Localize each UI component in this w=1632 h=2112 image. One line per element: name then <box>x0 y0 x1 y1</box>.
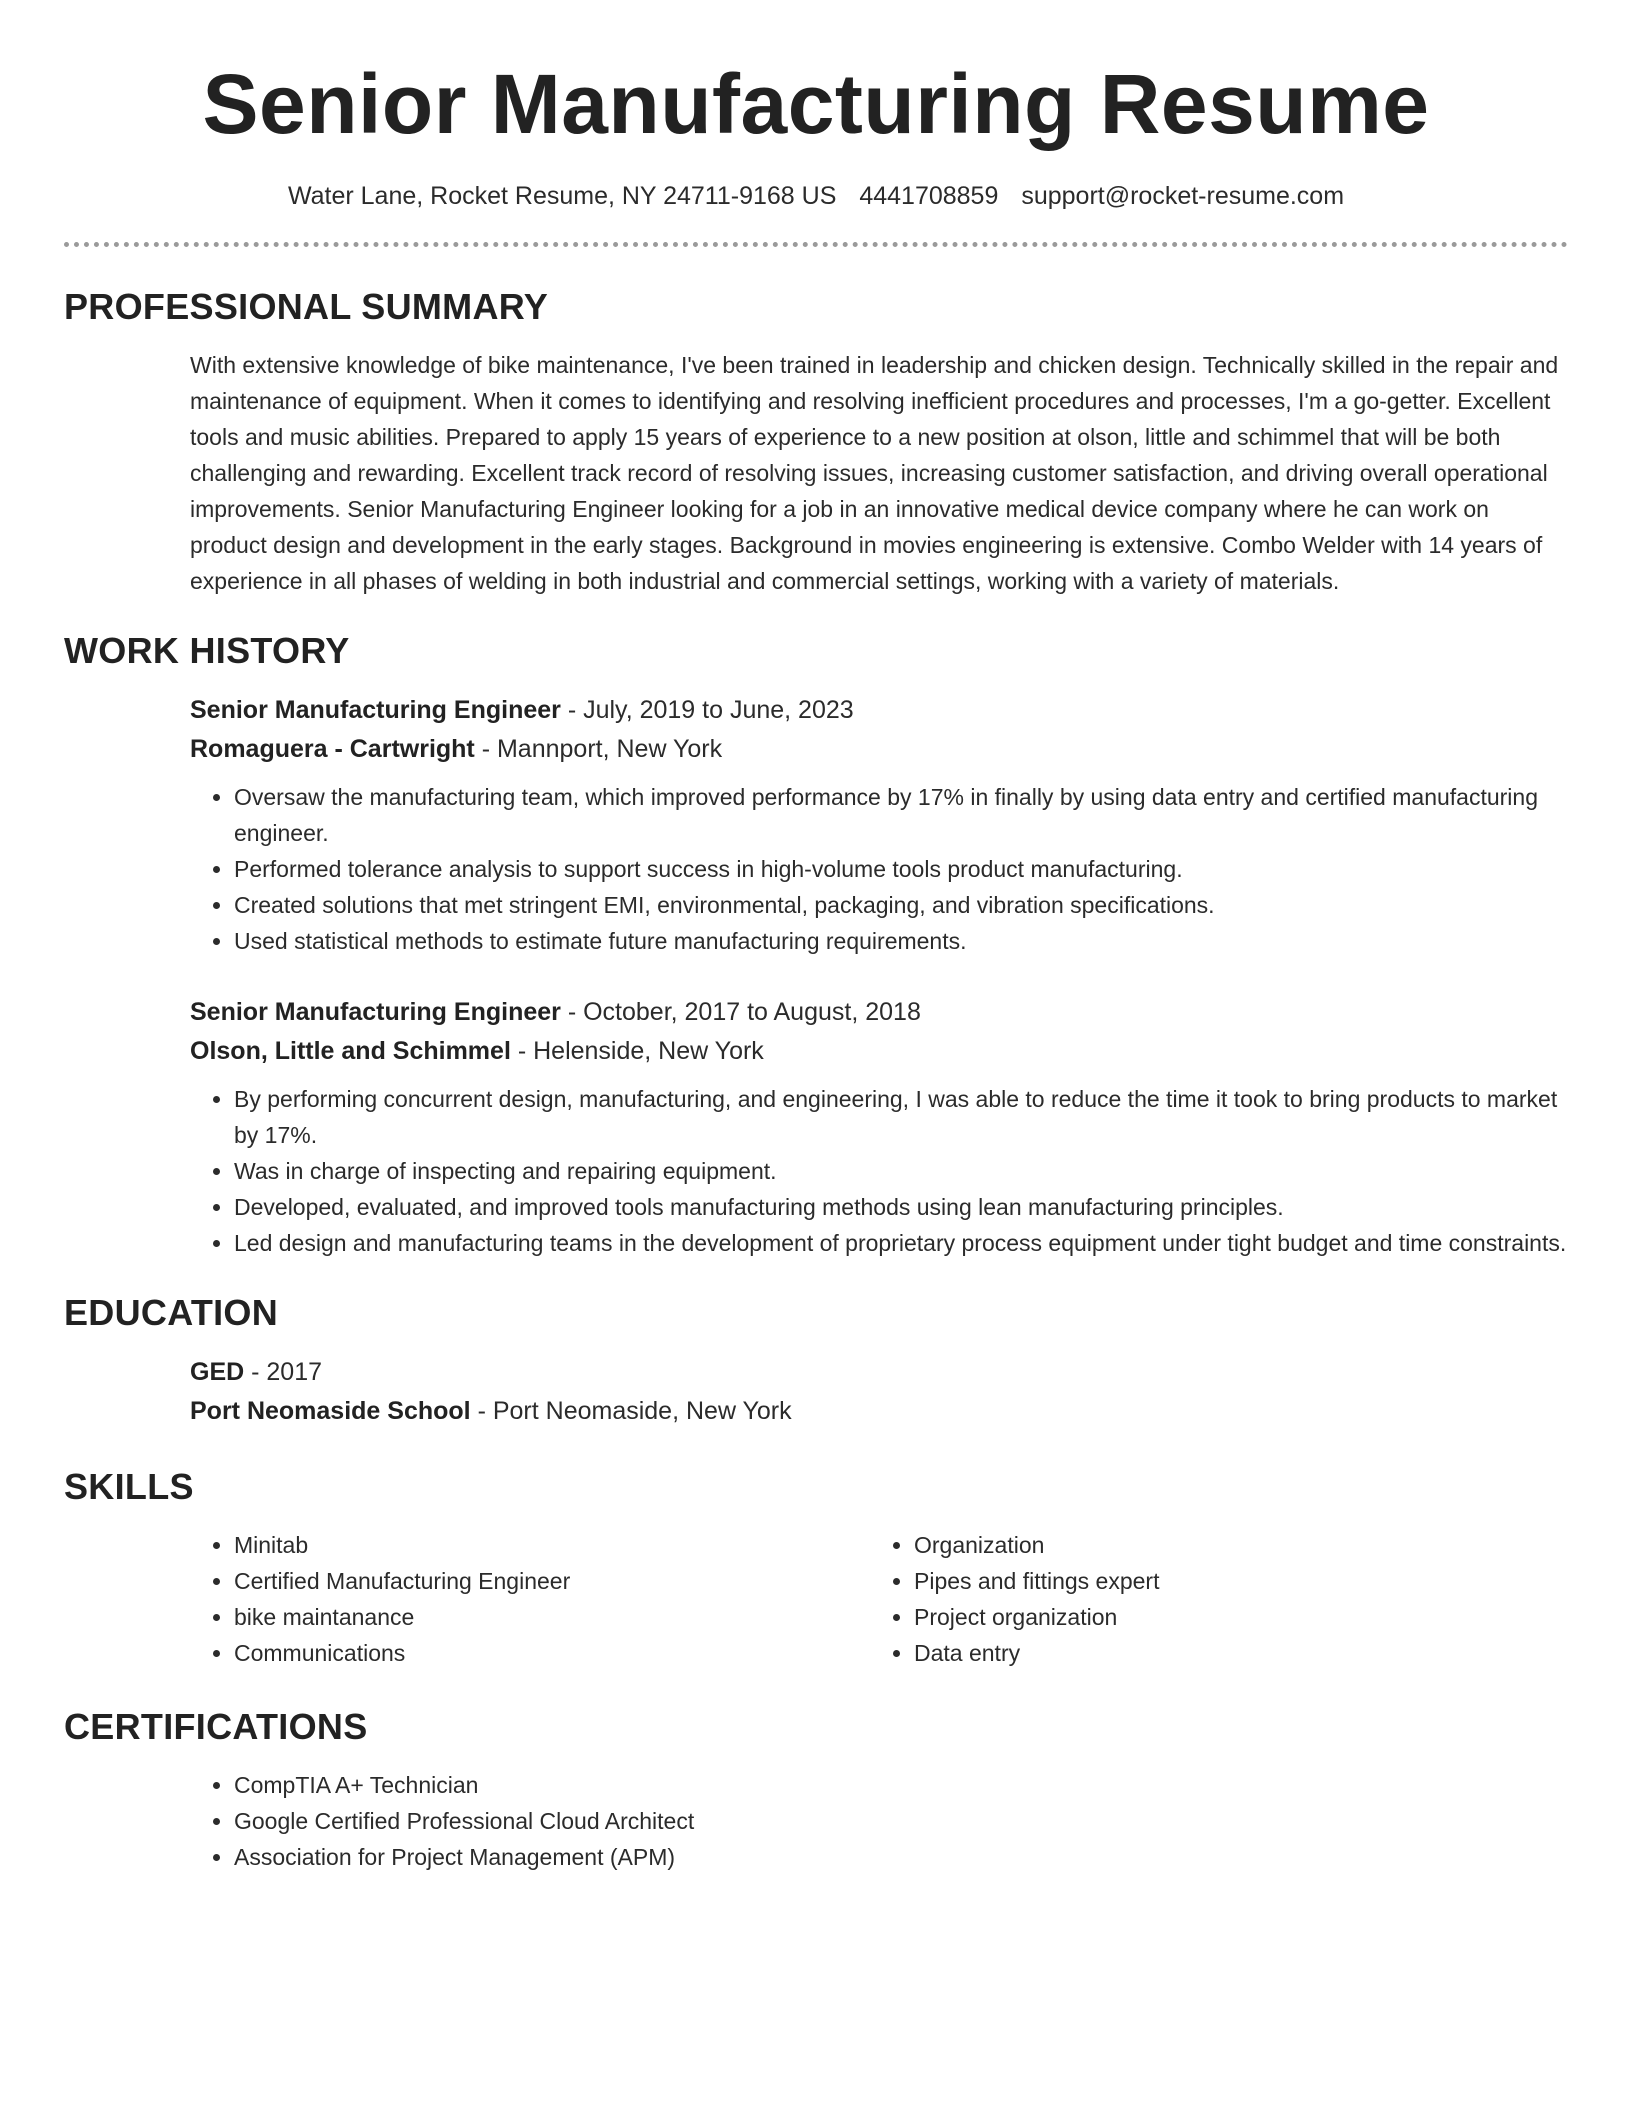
job-dates: - October, 2017 to August, 2018 <box>560 998 921 1026</box>
job-company: Romaguera - Cartwright <box>190 735 475 763</box>
job-bullets <box>190 779 1568 959</box>
skills-list-left <box>190 1527 870 1671</box>
list-item: • Certified Manufacturing Engineer <box>234 1563 870 1599</box>
list-item: • Oversaw the manufacturing team, which improved performance by 17% in finally by using data entry and certified manufacturing engineer. <box>234 779 1568 851</box>
education-school: Port Neomaside School <box>190 1397 471 1425</box>
skills-list-right <box>870 1527 1550 1671</box>
list-item: • Developed, evaluated, and improved tools manufacturing methods using lean manufacturing principles. <box>234 1189 1568 1225</box>
job-dates: - July, 2019 to June, 2023 <box>560 696 854 724</box>
job-title: Senior Manufacturing Engineer <box>190 696 561 724</box>
job-company-line <box>190 1032 1568 1071</box>
skills-section <box>64 1465 1568 1671</box>
summary-text: With extensive knowledge of bike maintenance, I've been trained in leadership and chicken design. Technically skilled in the repair and maintenance of equipment. When it comes to identifying and resolving inefficient procedures and processes, I'm a go-getter. Excellent tools and music abilities. Prepared to apply 15 years of experience to a new position at olson, little and schimmel that will be both challenging and rewarding. Excellent track record of resolving issues, increasing customer satisfaction, and driving overall operational improvements. Senior Manufacturing Engineer looking for a job in an innovative medical device company where he can work on product design and development in the early stages. Background in movies engineering is extensive. Combo Welder with 14 years of experience in all phases of welding in both industrial and commercial settings, working with a variety of materials. <box>190 352 1559 594</box>
contact-line <box>64 180 1568 212</box>
certifications-list <box>190 1767 1568 1875</box>
work-history-section <box>64 629 1568 1261</box>
list-item: • Created solutions that met stringent EMI, environmental, packaging, and vibration specifications. <box>234 887 1568 923</box>
education-location: - Port Neomaside, New York <box>470 1397 792 1425</box>
list-item: • By performing concurrent design, manufacturing, and engineering, I was able to reduce the time it took to bring products to market by 17%. <box>234 1081 1568 1153</box>
skills-heading: SKILLS <box>64 1466 194 1507</box>
resume-title: Senior Manufacturing Resume <box>202 57 1430 151</box>
job-title: Senior Manufacturing Engineer <box>190 998 561 1026</box>
list-item: • bike maintanance <box>234 1599 870 1635</box>
work-history-heading: WORK HISTORY <box>64 630 350 671</box>
list-item: • Organization <box>914 1527 1550 1563</box>
summary-section <box>64 285 1568 599</box>
list-item: • Project organization <box>914 1599 1550 1635</box>
job-bullets <box>190 1081 1568 1261</box>
contact-address: Water Lane, Rocket Resume, NY 24711-9168 US <box>287 182 837 210</box>
list-item: • Minitab <box>234 1527 870 1563</box>
job-entry <box>190 993 1568 1261</box>
education-section <box>64 1291 1568 1431</box>
job-title-line <box>190 993 1568 1032</box>
certifications-heading: CERTIFICATIONS <box>64 1706 368 1747</box>
education-heading: EDUCATION <box>64 1292 279 1333</box>
list-item: • CompTIA A+ Technician <box>234 1767 1568 1803</box>
skills-column-right <box>870 1527 1550 1671</box>
list-item: • Led design and manufacturing teams in the development of proprietary process equipment under tight budget and time constraints. <box>234 1225 1568 1261</box>
list-item: • Communications <box>234 1635 870 1671</box>
education-degree-line <box>190 1353 1568 1392</box>
skills-column-left <box>190 1527 870 1671</box>
job-company: Olson, Little and Schimmel <box>190 1037 511 1065</box>
job-company-line <box>190 730 1568 769</box>
job-title-line <box>190 691 1568 730</box>
list-item: • Google Certified Professional Cloud Architect <box>234 1803 1568 1839</box>
job-location: - Helenside, New York <box>510 1037 764 1065</box>
list-item: • Performed tolerance analysis to support success in high-volume tools product manufacturing. <box>234 851 1568 887</box>
list-item: • Was in charge of inspecting and repairing equipment. <box>234 1153 1568 1189</box>
job-location: - Mannport, New York <box>474 735 723 763</box>
education-school-line <box>190 1392 1568 1431</box>
list-item: • Association for Project Management (APM) <box>234 1839 1568 1875</box>
list-item: • Used statistical methods to estimate future manufacturing requirements. <box>234 923 1568 959</box>
list-item: • Data entry <box>914 1635 1550 1671</box>
header-divider <box>64 242 1568 247</box>
skills-grid <box>190 1527 1568 1671</box>
list-item: • Pipes and fittings expert <box>914 1563 1550 1599</box>
certifications-section <box>64 1705 1568 1875</box>
contact-email: support@rocket-resume.com <box>1021 182 1345 210</box>
contact-phone: 4441708859 <box>859 182 999 210</box>
summary-heading: PROFESSIONAL SUMMARY <box>64 286 549 327</box>
job-entry <box>190 691 1568 959</box>
education-degree: GED <box>190 1358 245 1386</box>
education-year: - 2017 <box>244 1358 323 1386</box>
